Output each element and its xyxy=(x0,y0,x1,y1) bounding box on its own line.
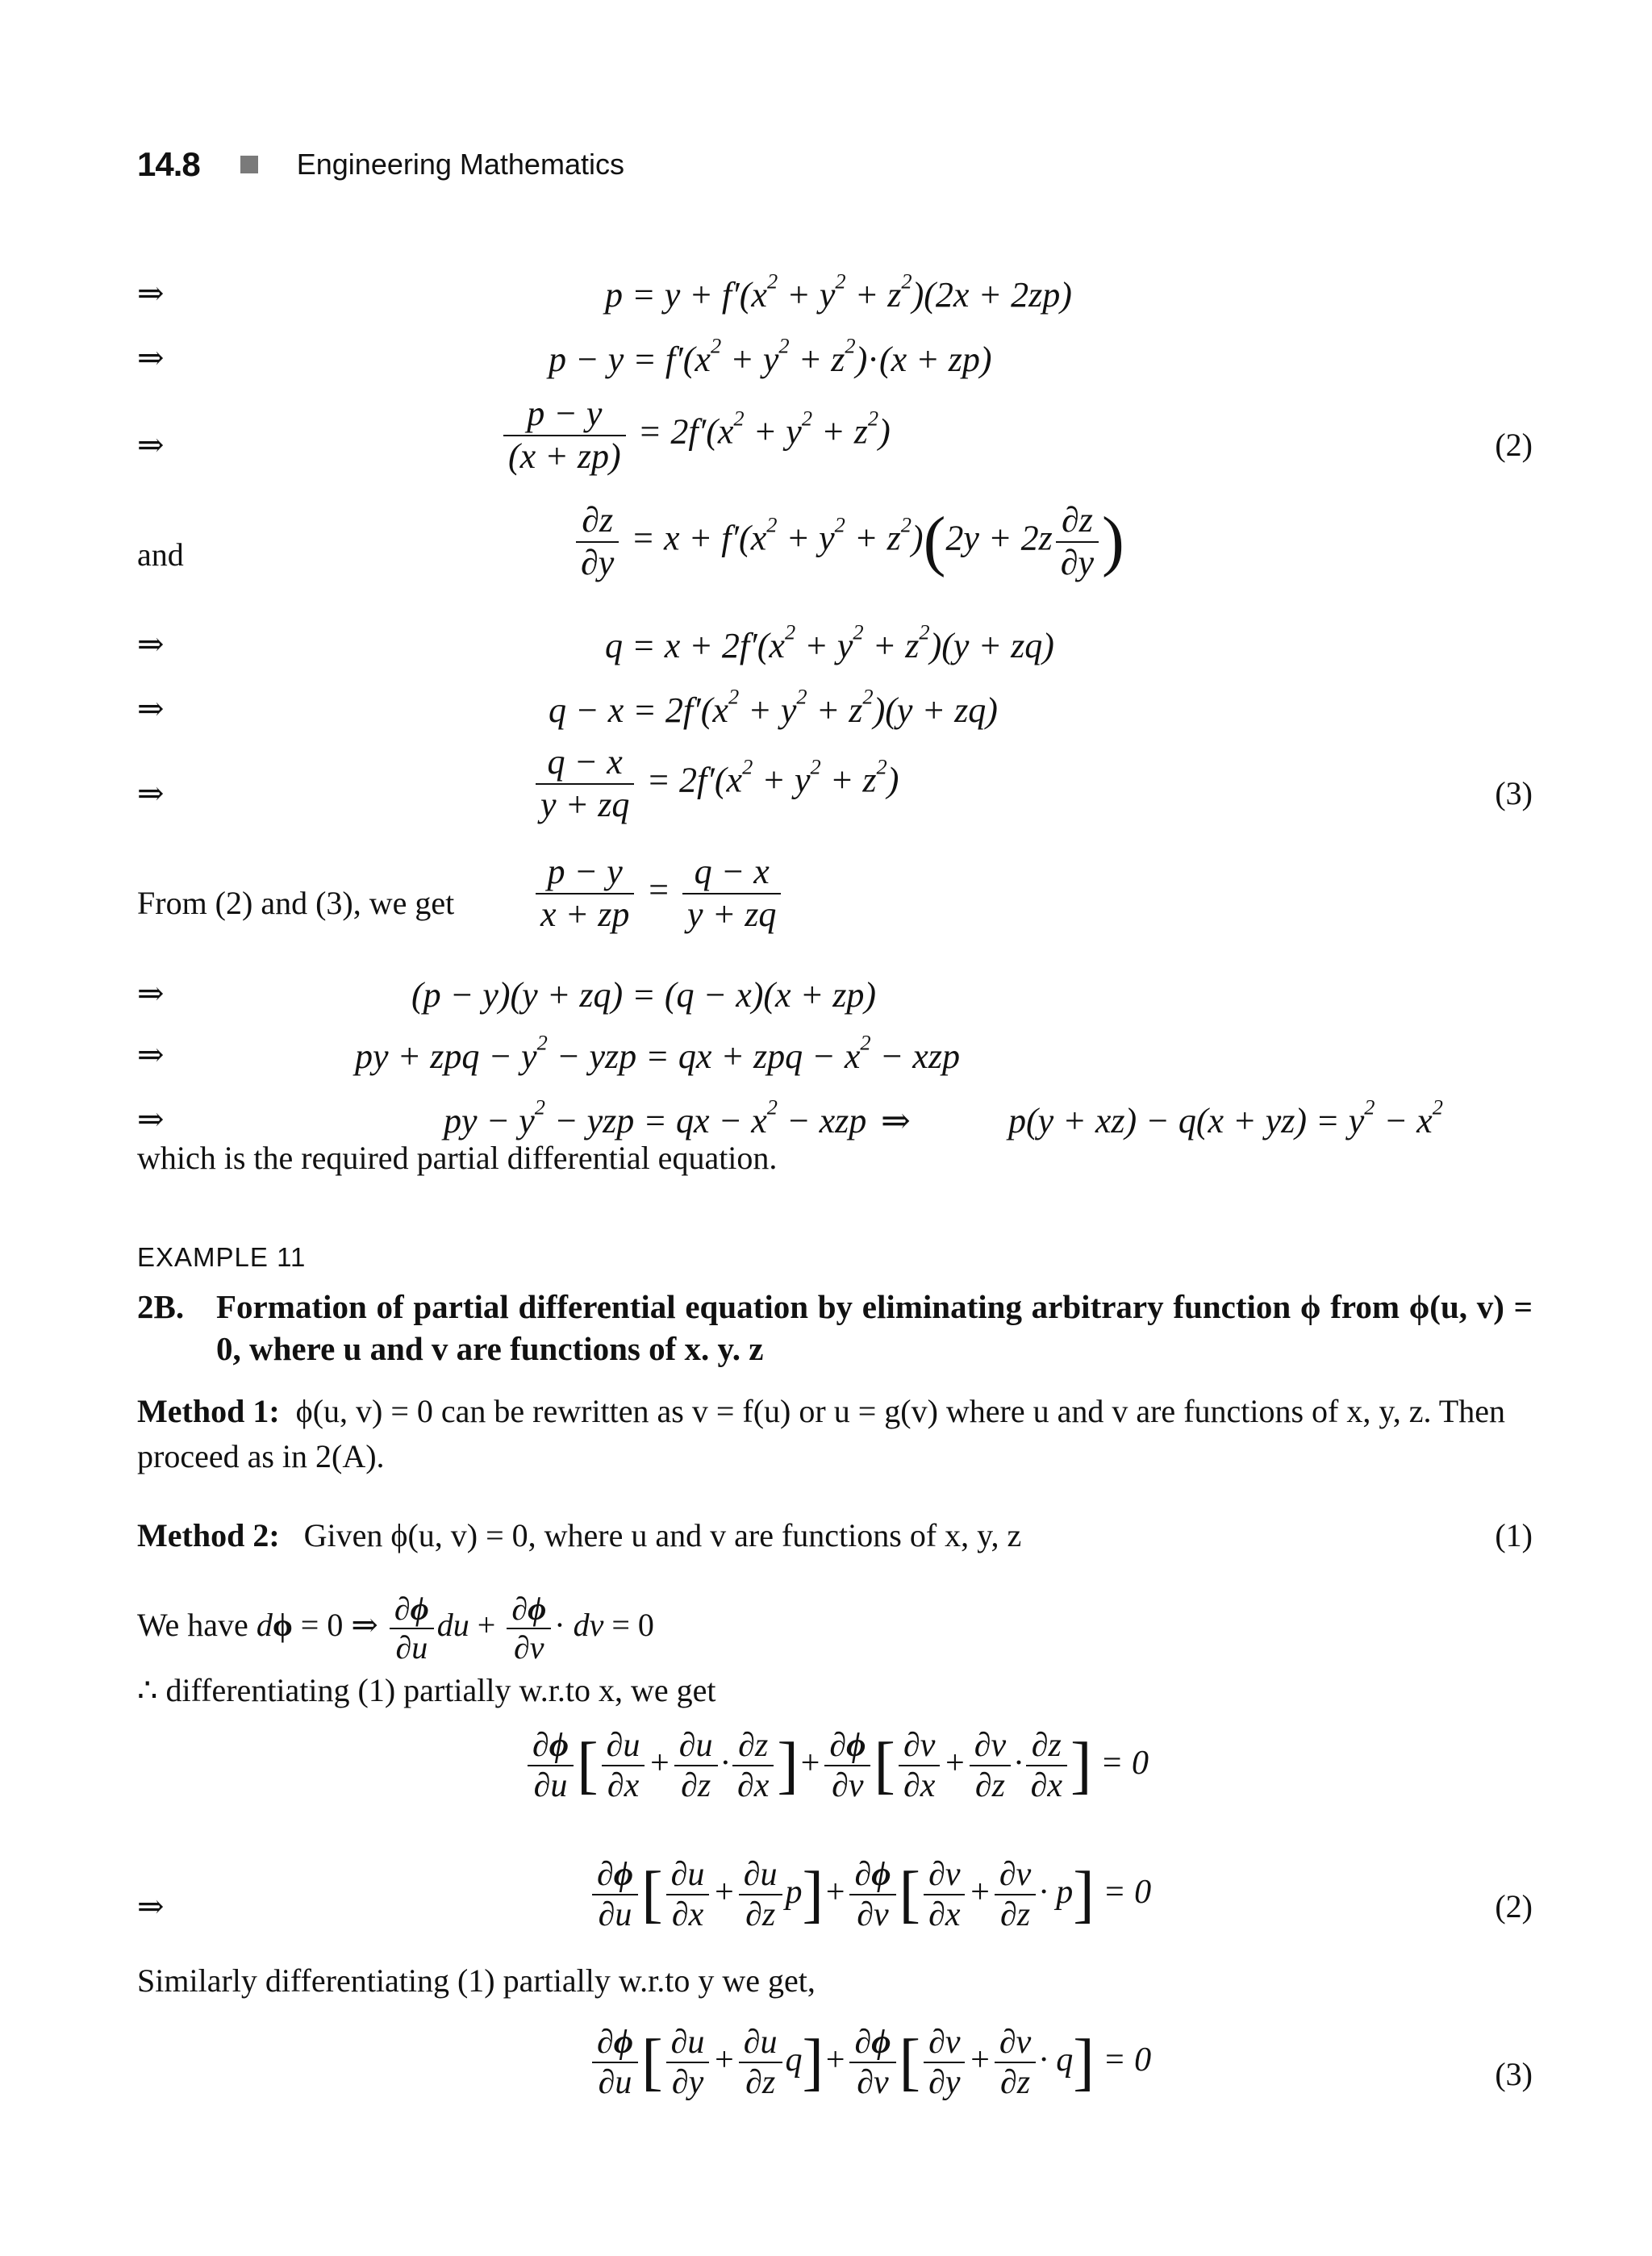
diff-x-text: differentiating (1) partially w.r.to x, we get xyxy=(165,1672,716,1708)
equation-label: (3) xyxy=(1495,2056,1533,2092)
implies-arrow: ⇒ xyxy=(137,775,165,811)
implies-arrow: ⇒ xyxy=(137,275,165,311)
book-title: Engineering Mathematics xyxy=(296,148,624,181)
therefore-symbol: ∴ xyxy=(137,1672,158,1708)
method2-paragraph xyxy=(137,1513,1533,1558)
method2-label: Method 2: xyxy=(137,1517,280,1553)
section-heading xyxy=(137,1286,1533,1370)
implies-arrow: ⇒ xyxy=(137,340,165,376)
equation-final: $p(y + xz) - q(x + yz) = y^2 - x^2$ xyxy=(1008,1095,1443,1141)
equation-label: (2) xyxy=(1495,427,1533,463)
method2-text: Given ϕ(u, v) = 0, where u and v are functions of x, y, z xyxy=(303,1517,1022,1553)
implies-arrow: ⇒ xyxy=(137,1101,165,1137)
equation-q1: $q = x + 2f'(x^2 + y^2 + z^2)(y + zq)$ xyxy=(605,619,1054,665)
conclusion-text: which is the required partial differential equation. xyxy=(137,1140,778,1176)
equation-label: (2) xyxy=(1495,1888,1533,1924)
implies-arrow: ⇒ xyxy=(881,1101,911,1141)
from-text: From (2) and (3), we get xyxy=(137,885,455,921)
header-square-icon xyxy=(240,156,258,173)
equation-cross: (p − y)(y + zq) = (q − x)(x + zp) xyxy=(411,975,877,1015)
diff-y-text: Similarly differentiating (1) partially w.r.to y we get, xyxy=(137,1962,816,1999)
implies-arrow: ⇒ xyxy=(137,975,165,1011)
section-title: Formation of partial differential equation by eliminating arbitrary function ϕ from ϕ(u, v) = 0, where u and v are functions of x. y. z xyxy=(216,1288,1533,1367)
example-label: EXAMPLE 11 xyxy=(137,1242,307,1272)
implies-arrow: ⇒ xyxy=(137,690,165,727)
equation-label: (1) xyxy=(1495,1517,1533,1553)
equation-p1: $p = y + f'(x^2 + y^2 + z^2)(2x + 2zp)$ xyxy=(605,269,1072,315)
equation-p3: $\frac{p - y}{(x + zp)}$ = $2f'(x^2 + y^2 + z^2)$ xyxy=(500,394,891,477)
equation-label: (3) xyxy=(1495,775,1533,811)
implies-arrow: ⇒ xyxy=(137,626,165,662)
equation-expand: py + zpq − $y^2$ − yzp = qx + zpq − $x^2$ − xzp xyxy=(355,1030,960,1076)
equation-y: $\frac{\partial\phi}{\partial u}$ [ $\frac{\partial u}{\partial y}$ + $\frac{\partial u}{\partial z}$ q]+ $\frac{\partial\phi}{\partial v}$ [ $\frac{\partial v}{\partial y}$ + $\frac{\partial v}{\partial z}$ · q] = 0 xyxy=(589,2023,1151,2103)
and-word: and xyxy=(137,536,184,573)
diff-x-line xyxy=(137,1668,1533,1713)
equation-ratio: $\frac{p - y}{x + zp}$ = $\frac{q - x}{y + zq}$ xyxy=(532,852,784,935)
implies-arrow: ⇒ xyxy=(137,427,165,463)
running-header xyxy=(137,145,624,184)
method1-paragraph xyxy=(137,1389,1533,1479)
equation-simpl: py − $y^2$ − yzp = qx − $x^2$ − xzp xyxy=(444,1095,867,1141)
equation-q0: $\frac{\partial z}{\partial y}$ = $x + f'(x^2 + y^2 + z^2)(2y + 2z$ $\frac{\partial z}{\partial y}$ ) xyxy=(573,500,1124,583)
we-have-line: We have dϕ = 0 ⇒ $\frac{\partial\phi}{\partial u}$ du + $\frac{\partial\phi}{\partial v}$ · dv = 0 xyxy=(137,1591,654,1666)
equation-q2: $q - x = 2f'(x^2 + y^2 + z^2)(y + zq)$ xyxy=(549,684,998,730)
implies-arrow: ⇒ xyxy=(137,1036,165,1073)
section-number: 2B. xyxy=(137,1288,185,1325)
method1-text: ϕ(u, v) = 0 can be rewritten as v = f(u) or u = g(v) where u and v are functions of x, y, z. Then proceed as in 2(A). xyxy=(137,1393,1505,1474)
method1-label: Method 1: xyxy=(137,1393,280,1429)
equation-q3: $\frac{q - x}{y + zq}$ = $2f'(x^2 + y^2 + z^2)$ xyxy=(532,742,899,825)
equation-x1: $\frac{\partial\phi}{\partial u}$ [ $\frac{\partial u}{\partial x}$ + $\frac{\partial u}{\partial z}$ · $\frac{\partial z}{\partial x}$ ]+ $\frac{\partial\phi}{\partial v}$ [ $\frac{\partial v}{\partial x}$ + $\frac{\partial v}{\partial z}$ · $\frac{\partial z}{\partial x}$ ] = 0 xyxy=(524,1726,1149,1806)
equation-p2: $p - y = f'(x^2 + y^2 + z^2)\cdot(x + zp)$ xyxy=(549,333,992,379)
page-number: 14.8 xyxy=(137,145,200,183)
equation-x2: $\frac{\partial\phi}{\partial u}$ [ $\frac{\partial u}{\partial x}$ + $\frac{\partial u}{\partial z}$ p]+ $\frac{\partial\phi}{\partial v}$ [ $\frac{\partial v}{\partial x}$ + $\frac{\partial v}{\partial z}$ · p] = 0 xyxy=(589,1855,1151,1935)
implies-arrow: ⇒ xyxy=(137,1888,165,1924)
